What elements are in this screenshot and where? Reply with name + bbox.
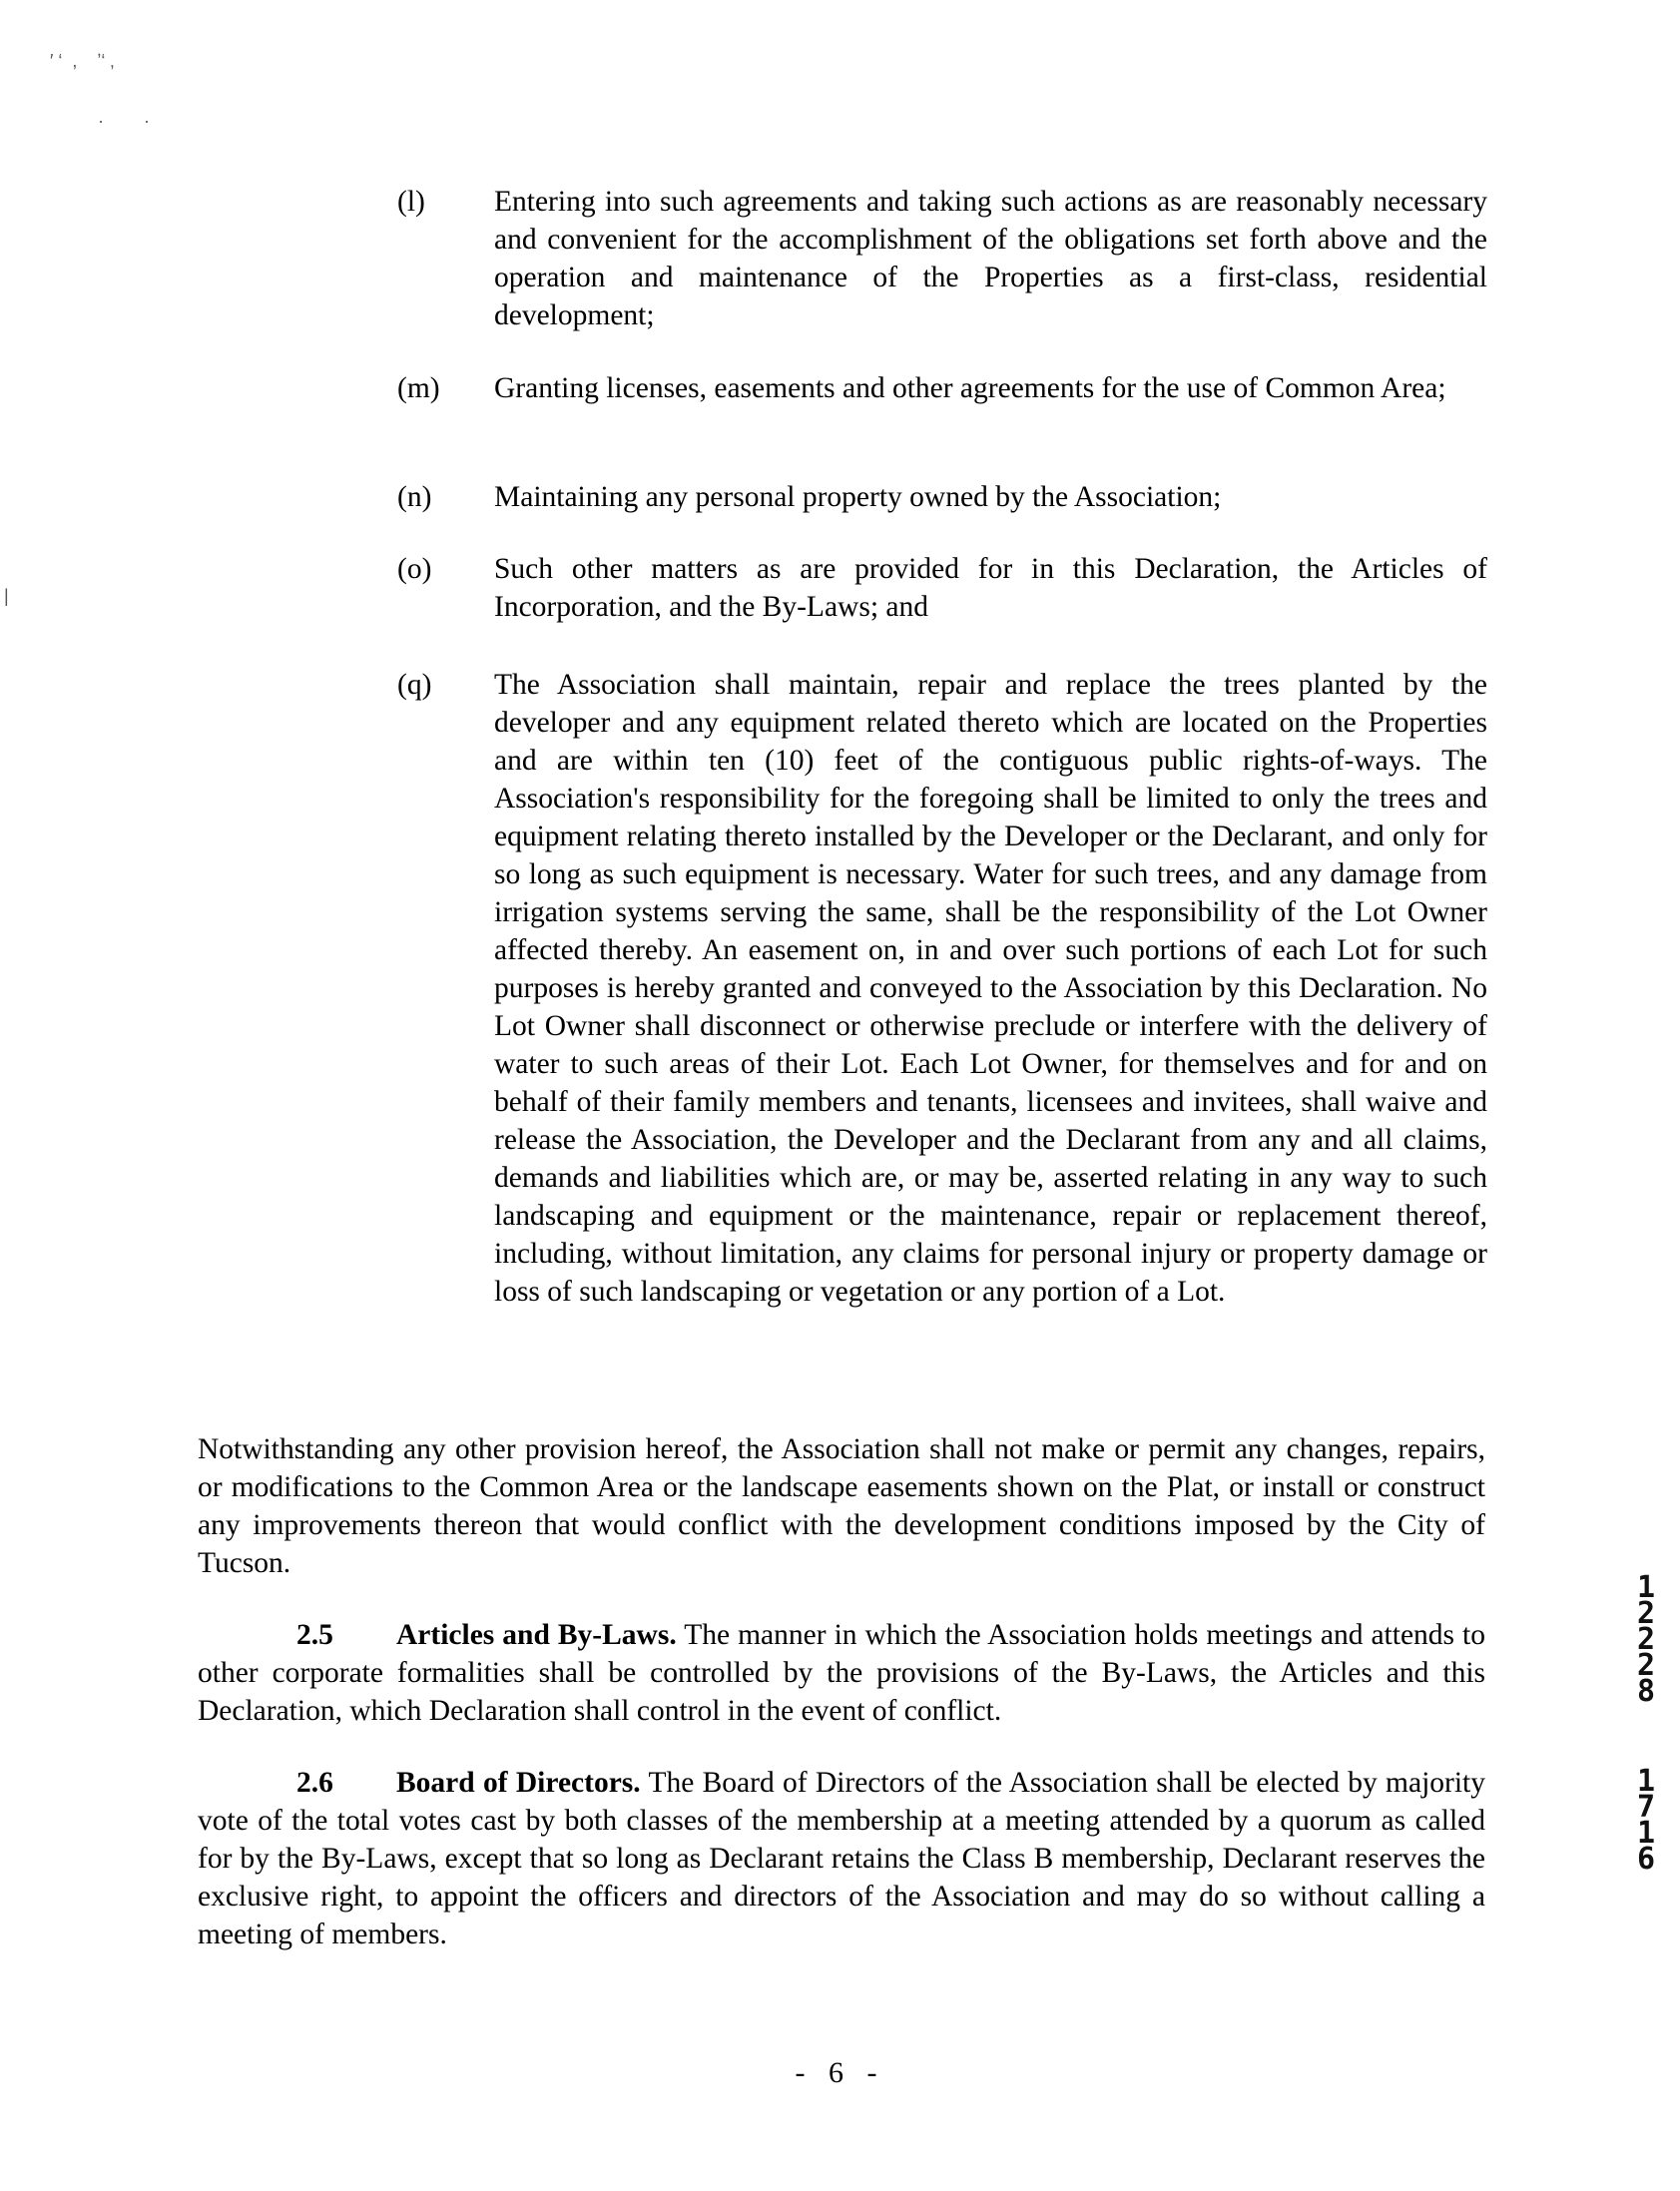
- list-item-l: [397, 183, 1495, 334]
- list-item-n: [397, 478, 1495, 516]
- side-stamp-upper: 1 2 2 2 8: [1636, 1570, 1656, 1709]
- section-text: The manner in which the Association holds meetings and attends to other corporate formalities shall be controlled by the provisions of the By-Laws, the Articles and this Declaration, which Declaration shall control in the event of conflict.: [198, 1619, 1485, 1727]
- list-item-o: [397, 550, 1495, 626]
- list-item-label: (q): [397, 669, 432, 701]
- section-title: Articles and By-Laws.: [396, 1619, 677, 1651]
- list-item-q: [397, 666, 1495, 1386]
- side-stamp-lower: 1 7 1 6: [1636, 1764, 1656, 1877]
- notwithstanding-paragraph: Notwithstanding any other provision hereof, the Association shall not make or permit any changes, repairs, or modifications to the Common Area or the landscape easements shown on the Plat, or install or construct any improvements thereon that would conflict with the development conditions imposed by the City of Tucson.: [198, 1433, 1485, 1579]
- list-item-text: Entering into such agreements and taking such actions as are reasonably necessary and convenient for the accomplishment of the obligations set forth above and the operation and maintenance of the Properties as a first-class, residential development;: [494, 186, 1487, 331]
- list-item-text: Granting licenses, easements and other agreements for the use of Common Area;: [494, 372, 1446, 404]
- section-number: 2.5: [296, 1619, 333, 1651]
- list-item-label: (m): [397, 372, 440, 404]
- list-item-m: [397, 369, 1495, 445]
- page-number: - 6 -: [795, 2056, 885, 2089]
- list-item-label: (o): [397, 553, 432, 585]
- list-item-text: Such other matters as are provided for in this Declaration, the Articles of Incorporation, and the By-Laws; and: [494, 553, 1487, 623]
- section-text: The Board of Directors of the Association shall be elected by majority vote of the total votes cast by both classes of the membership at a meeting attended by a quorum as called for by the By-Laws, except that so long as Declarant retains the Class B membership, Declarant reserves the exclusive right, to appoint the officers and directors of the Association and may do so without calling a meeting of members.: [198, 1767, 1485, 1950]
- scan-artifact-mark: |: [4, 586, 9, 606]
- section-2-5: [198, 1616, 1485, 1730]
- section-number: 2.6: [296, 1767, 333, 1799]
- scan-artifact-mark: ′ ‘ , ʼ‘ ‚: [50, 51, 115, 71]
- list-item-text: Maintaining any personal property owned by the Association;: [494, 481, 1222, 513]
- scan-artifact-mark: · ·: [98, 111, 150, 131]
- list-item-label: (l): [397, 186, 425, 218]
- list-item-label: (n): [397, 481, 432, 513]
- section-2-6: [198, 1764, 1485, 1953]
- list-item-text: The Association shall maintain, repair and replace the trees planted by the developer and any equipment related thereto which are located on the Properties and are within ten (10) feet of the contiguous public rights-of-ways. The Association's responsibility for the foregoing shall be limited to only the trees and equipment relating thereto installed by the Developer or the Declarant, and only for so long as such equipment is necessary. Water for such trees, and any damage from irrigation systems serving the same, shall be the responsibility of the Lot Owner affected thereby. An easement on, in and over such portions of each Lot for such purposes is hereby granted and conveyed to the Association by this Declaration. No Lot Owner shall disconnect or otherwise preclude or interfere with the delivery of water to such areas of their Lot. Each Lot Owner, for themselves and for and on behalf of their family members and tenants, licensees and invitees, shall waive and release the Association, the Developer and the Declarant from any and all claims, demands and liabilities which are, or may be, asserted relating in any way to such landscaping and equipment or the maintenance, repair or replacement thereof, including, without limitation, any claims for personal injury or property damage or loss of such landscaping or vegetation or any portion of a Lot.: [494, 669, 1487, 1308]
- section-title: Board of Directors.: [396, 1767, 641, 1799]
